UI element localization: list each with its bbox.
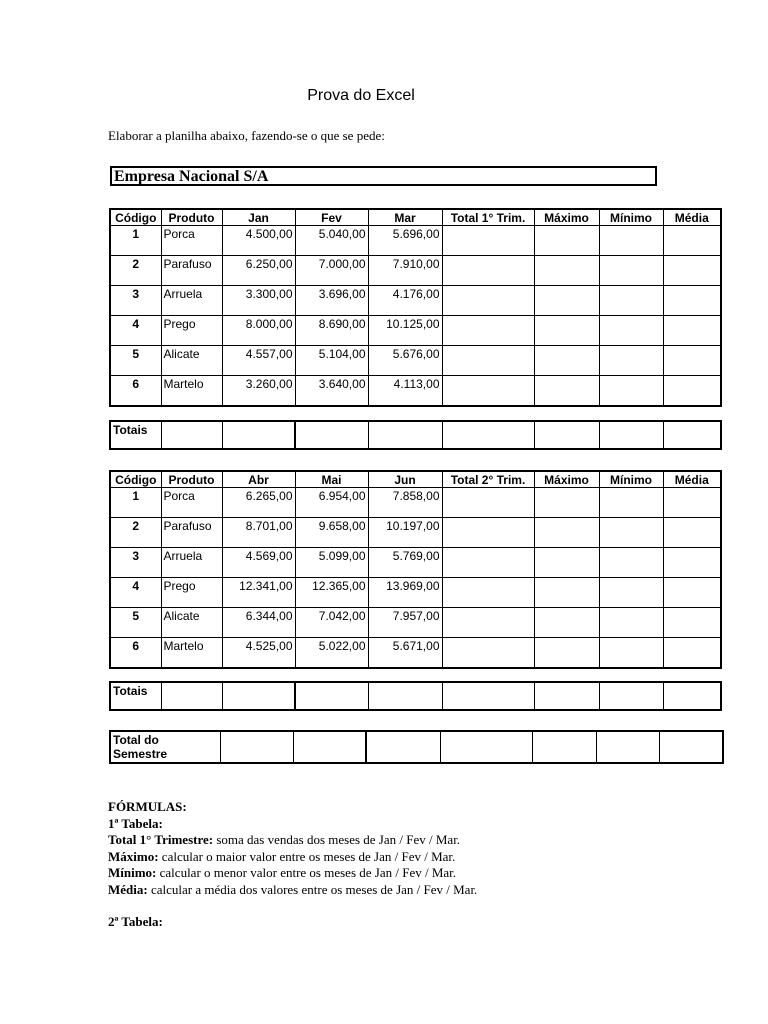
table-row	[110, 286, 721, 316]
header-cell: Média	[663, 471, 721, 488]
empty-cell	[161, 682, 222, 710]
code-cell: 3	[110, 548, 161, 578]
empty-cell	[663, 421, 721, 449]
code-cell: 5	[110, 346, 161, 376]
header-cell: Máximo	[534, 209, 599, 226]
empty-cell	[442, 488, 534, 518]
code-cell: 2	[110, 518, 161, 548]
header-cell: Mínimo	[599, 209, 663, 226]
code-cell: 1	[110, 226, 161, 256]
empty-cell	[534, 682, 599, 710]
empty-cell	[442, 638, 534, 669]
code-cell: 4	[110, 316, 161, 346]
formula-text: calcular o maior valor entre os meses de Jan / Fev / Mar.	[158, 848, 456, 864]
table-row	[110, 638, 721, 669]
empty-cell	[442, 421, 534, 449]
formula-label: Mínimo:	[108, 865, 157, 880]
section-2-heading: 2ª Tabela:	[108, 914, 163, 929]
empty-cell	[442, 226, 534, 256]
table-row	[110, 548, 721, 578]
empty-cell	[599, 376, 663, 407]
header-cell: Código	[110, 209, 161, 226]
empty-cell	[442, 346, 534, 376]
header-cell: Jun	[368, 471, 442, 488]
empty-cell	[599, 256, 663, 286]
value-cell: 5.022,00	[295, 638, 368, 669]
code-cell: 4	[110, 578, 161, 608]
empty-cell	[534, 316, 599, 346]
empty-cell	[534, 548, 599, 578]
formula-item	[108, 882, 728, 899]
empty-cell	[534, 421, 599, 449]
value-cell: 4.500,00	[222, 226, 295, 256]
formula-text: soma das vendas dos meses de Jan / Fev / Mar.	[213, 832, 461, 847]
product-cell: Martelo	[161, 376, 222, 407]
formula-label: Máximo:	[108, 848, 159, 864]
table-row	[110, 256, 721, 286]
empty-cell	[440, 731, 532, 763]
value-cell: 13.969,00	[368, 578, 442, 608]
table-row	[110, 608, 721, 638]
product-cell: Martelo	[161, 638, 222, 669]
formula-label: Média:	[108, 881, 148, 897]
empty-cell	[663, 256, 721, 286]
value-cell: 3.300,00	[222, 286, 295, 316]
value-cell: 4.176,00	[368, 286, 442, 316]
semester-label-line1: Total do	[113, 733, 159, 747]
code-cell: 6	[110, 638, 161, 669]
product-cell: Prego	[161, 578, 222, 608]
value-cell: 5.769,00	[368, 548, 442, 578]
sales-table-q2	[109, 470, 722, 669]
product-cell: Arruela	[161, 286, 222, 316]
value-cell: 6.344,00	[222, 608, 295, 638]
header-cell: Abr	[222, 471, 295, 488]
empty-cell	[599, 488, 663, 518]
formula-item	[108, 865, 728, 882]
table-row	[110, 421, 721, 449]
value-cell: 5.671,00	[368, 638, 442, 669]
product-cell: Alicate	[161, 346, 222, 376]
semester-label	[110, 731, 220, 763]
empty-cell	[442, 316, 534, 346]
value-cell: 3.640,00	[295, 376, 368, 407]
value-cell: 4.525,00	[222, 638, 295, 669]
empty-cell	[663, 682, 721, 710]
empty-cell	[295, 421, 368, 449]
table-row	[110, 226, 721, 256]
product-cell: Porca	[161, 488, 222, 518]
empty-cell	[442, 286, 534, 316]
value-cell: 5.104,00	[295, 346, 368, 376]
empty-cell	[534, 226, 599, 256]
table-header-row	[110, 471, 721, 488]
header-cell: Mai	[295, 471, 368, 488]
empty-cell	[599, 316, 663, 346]
empty-cell	[534, 488, 599, 518]
semester-label-line2: Semestre	[113, 747, 168, 761]
empty-cell	[295, 682, 368, 710]
value-cell: 5.099,00	[295, 548, 368, 578]
empty-cell	[222, 421, 295, 449]
empty-cell	[532, 731, 596, 763]
header-cell: Total 1° Trim.	[442, 209, 534, 226]
formula-item	[108, 832, 728, 849]
empty-cell	[663, 226, 721, 256]
empty-cell	[599, 286, 663, 316]
table-row	[110, 316, 721, 346]
empty-cell	[599, 608, 663, 638]
product-cell: Prego	[161, 316, 222, 346]
empty-cell	[599, 346, 663, 376]
product-cell: Parafuso	[161, 256, 222, 286]
header-cell: Produto	[161, 209, 222, 226]
header-cell: Máximo	[534, 471, 599, 488]
value-cell: 5.696,00	[368, 226, 442, 256]
empty-cell	[663, 578, 721, 608]
header-cell: Mar	[368, 209, 442, 226]
page-title: Prova do Excel	[307, 87, 415, 104]
empty-cell	[663, 608, 721, 638]
empty-cell	[663, 518, 721, 548]
value-cell: 8.690,00	[295, 316, 368, 346]
value-cell: 5.040,00	[295, 226, 368, 256]
value-cell: 10.125,00	[368, 316, 442, 346]
empty-cell	[663, 548, 721, 578]
totals-label: Totais	[110, 421, 161, 449]
empty-cell	[663, 286, 721, 316]
value-cell: 7.957,00	[368, 608, 442, 638]
product-cell: Porca	[161, 226, 222, 256]
code-cell: 3	[110, 286, 161, 316]
value-cell: 3.260,00	[222, 376, 295, 407]
company-box	[110, 166, 657, 186]
empty-cell	[534, 638, 599, 669]
empty-cell	[442, 682, 534, 710]
empty-cell	[442, 548, 534, 578]
empty-cell	[222, 682, 295, 710]
value-cell: 5.676,00	[368, 346, 442, 376]
header-cell: Jan	[222, 209, 295, 226]
empty-cell	[293, 731, 366, 763]
empty-cell	[596, 731, 659, 763]
totals-row-q1	[109, 420, 722, 450]
empty-cell	[663, 638, 721, 669]
empty-cell	[659, 731, 723, 763]
table-row	[110, 682, 721, 710]
empty-cell	[663, 488, 721, 518]
empty-cell	[599, 421, 663, 449]
empty-cell	[663, 316, 721, 346]
header-cell: Código	[110, 471, 161, 488]
value-cell: 8.701,00	[222, 518, 295, 548]
code-cell: 1	[110, 488, 161, 518]
value-cell: 6.954,00	[295, 488, 368, 518]
value-cell: 7.858,00	[368, 488, 442, 518]
value-cell: 8.000,00	[222, 316, 295, 346]
value-cell: 7.000,00	[295, 256, 368, 286]
empty-cell	[599, 682, 663, 710]
empty-cell	[442, 376, 534, 407]
value-cell: 4.569,00	[222, 548, 295, 578]
code-cell: 2	[110, 256, 161, 286]
empty-cell	[442, 608, 534, 638]
formula-label: Total 1° Trimestre:	[108, 832, 214, 847]
empty-cell	[161, 421, 222, 449]
product-cell: Parafuso	[161, 518, 222, 548]
empty-cell	[599, 638, 663, 669]
empty-cell	[663, 346, 721, 376]
empty-cell	[220, 731, 293, 763]
empty-cell	[599, 578, 663, 608]
empty-cell	[534, 256, 599, 286]
table-row	[110, 346, 721, 376]
value-cell: 7.910,00	[368, 256, 442, 286]
semester-total-row	[109, 730, 724, 764]
totals-row-q2	[109, 681, 722, 711]
empty-cell	[368, 421, 442, 449]
value-cell: 12.341,00	[222, 578, 295, 608]
empty-cell	[534, 376, 599, 407]
header-cell: Fev	[295, 209, 368, 226]
empty-cell	[534, 578, 599, 608]
code-cell: 6	[110, 376, 161, 407]
value-cell: 7.042,00	[295, 608, 368, 638]
value-cell: 4.113,00	[368, 376, 442, 407]
formula-text: calcular a média dos valores entre os meses de Jan / Fev / Mar.	[147, 881, 478, 897]
value-cell: 3.696,00	[295, 286, 368, 316]
empty-cell	[599, 518, 663, 548]
totals-label: Totais	[110, 682, 161, 710]
value-cell: 12.365,00	[295, 578, 368, 608]
instruction-text: Elaborar a planilha abaixo, fazendo-se o que se pede:	[108, 128, 385, 143]
header-cell: Mínimo	[599, 471, 663, 488]
table-row	[110, 578, 721, 608]
empty-cell	[534, 346, 599, 376]
table-header-row	[110, 209, 721, 226]
product-cell: Alicate	[161, 608, 222, 638]
empty-cell	[599, 226, 663, 256]
table-row	[110, 731, 723, 763]
empty-cell	[663, 376, 721, 407]
empty-cell	[368, 682, 442, 710]
value-cell: 10.197,00	[368, 518, 442, 548]
sales-table-q1	[109, 208, 722, 407]
value-cell: 6.250,00	[222, 256, 295, 286]
value-cell: 9.658,00	[295, 518, 368, 548]
empty-cell	[442, 578, 534, 608]
formula-item	[108, 849, 728, 866]
product-cell: Arruela	[161, 548, 222, 578]
value-cell: 4.557,00	[222, 346, 295, 376]
formulas-heading: FÓRMULAS:	[108, 799, 187, 814]
empty-cell	[442, 256, 534, 286]
empty-cell	[366, 731, 440, 763]
table-row	[110, 518, 721, 548]
empty-cell	[534, 608, 599, 638]
empty-cell	[599, 548, 663, 578]
header-cell: Total 2° Trim.	[442, 471, 534, 488]
formulas-section	[108, 799, 728, 931]
header-cell: Média	[663, 209, 721, 226]
section-1-heading: 1ª Tabela:	[108, 815, 163, 831]
header-cell: Produto	[161, 471, 222, 488]
value-cell: 6.265,00	[222, 488, 295, 518]
table-row	[110, 488, 721, 518]
formula-text: calcular o menor valor entre os meses de Jan / Fev / Mar.	[156, 865, 457, 880]
empty-cell	[442, 518, 534, 548]
company-name: Empresa Nacional S/A	[114, 168, 269, 185]
code-cell: 5	[110, 608, 161, 638]
empty-cell	[534, 286, 599, 316]
table-row	[110, 376, 721, 407]
empty-cell	[534, 518, 599, 548]
